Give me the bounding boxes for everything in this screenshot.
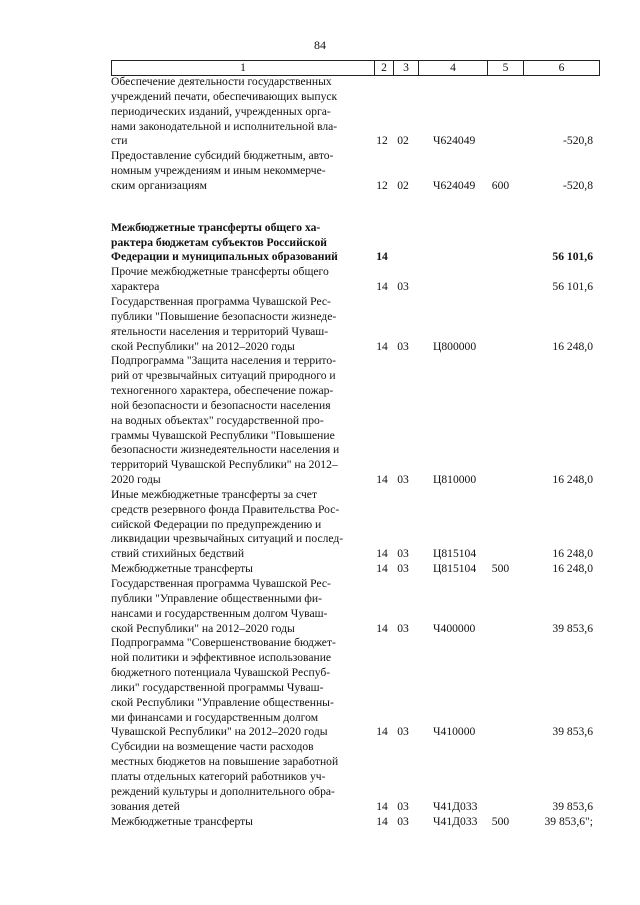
description-line: Обеспечение деятельности государственных bbox=[111, 75, 332, 88]
cell-c4: Ч400000 bbox=[433, 621, 476, 635]
description-line: безопасности жизнедеятельности населения и bbox=[111, 443, 340, 457]
cell-c6: -520,8 bbox=[563, 134, 593, 148]
description-line: Межбюджетные трансферты общего ха- bbox=[111, 220, 321, 234]
cell-c2: 14 bbox=[376, 473, 388, 487]
cell-c6: -520,8 bbox=[563, 178, 593, 192]
cell-c2: 14 bbox=[376, 547, 388, 561]
description-line: ми финансами и государственным долгом bbox=[111, 710, 319, 724]
description-line: ной политики и эффективное использование bbox=[111, 651, 332, 665]
description-line: ским организациям bbox=[111, 178, 207, 192]
table-row bbox=[111, 740, 593, 814]
cell-c6: 39 853,6 bbox=[552, 799, 593, 813]
table-row bbox=[111, 149, 593, 194]
row-description bbox=[111, 221, 373, 266]
description-line: 2020 годы bbox=[111, 473, 161, 487]
column-header-row bbox=[111, 60, 600, 76]
column-header-3: 3 bbox=[394, 61, 419, 76]
description-line: ной безопасности и безопасности населения bbox=[111, 398, 331, 412]
cell-c3: 03 bbox=[397, 621, 409, 635]
table-row bbox=[111, 265, 593, 295]
cell-c2: 14 bbox=[376, 339, 388, 353]
cell-c4: Ц815104 bbox=[433, 547, 477, 561]
description-line: Подпрограмма "Совершенствование бюджет- bbox=[111, 636, 336, 650]
cell-c4: Ч41Д033 bbox=[433, 814, 478, 828]
description-line: ствий стихийных бедствий bbox=[111, 547, 245, 561]
table-row bbox=[111, 488, 593, 562]
row-description bbox=[111, 636, 373, 740]
description-line: сийской Федерации по предупреждению и bbox=[111, 517, 322, 531]
table-row bbox=[111, 577, 593, 636]
description-line: Подпрограмма "Защита населения и террито- bbox=[111, 354, 336, 368]
section-spacer bbox=[111, 194, 593, 221]
cell-c6: 56 101,6 bbox=[552, 280, 593, 294]
budget-table-body bbox=[111, 75, 593, 829]
row-description bbox=[111, 488, 373, 562]
cell-c6: 16 248,0 bbox=[552, 562, 593, 576]
cell-c5: 500 bbox=[491, 562, 510, 576]
cell-c3: 03 bbox=[397, 280, 409, 294]
row-description bbox=[111, 354, 373, 488]
description-line: публики "Управление общественными фи- bbox=[111, 591, 322, 605]
cell-c6: 56 101,6 bbox=[552, 250, 593, 264]
description-line: Государственная программа Чувашской Рес- bbox=[111, 577, 331, 590]
row-description bbox=[111, 295, 373, 354]
description-line: платы отдельных категорий работников уч- bbox=[111, 769, 326, 783]
cell-c3: 03 bbox=[397, 339, 409, 353]
cell-c6: 39 853,6 bbox=[552, 621, 593, 635]
cell-c2: 14 bbox=[376, 280, 388, 294]
description-line: Прочие межбюджетные трансферты общего bbox=[111, 265, 329, 279]
table-row bbox=[111, 636, 593, 740]
description-line: лики" государственной программы Чуваш- bbox=[111, 680, 324, 694]
description-line: Иные межбюджетные трансферты за счет bbox=[111, 487, 318, 501]
row-description bbox=[111, 149, 373, 194]
cell-c2: 14 bbox=[376, 621, 388, 635]
cell-c2: 14 bbox=[376, 562, 388, 576]
description-line: рий от чрезвычайных ситуаций природного и bbox=[111, 369, 336, 383]
row-description bbox=[111, 562, 373, 577]
cell-c2: 14 bbox=[376, 250, 388, 264]
description-line: реждений культуры и дополнительного обра- bbox=[111, 784, 335, 798]
description-line: рактера бюджетам субъектов Российской bbox=[111, 235, 327, 249]
cell-c4: Ч624049 bbox=[433, 134, 476, 148]
description-line: средств резервного фонда Правительства Рос- bbox=[111, 502, 340, 516]
column-header-6: 6 bbox=[524, 61, 600, 76]
cell-c2: 14 bbox=[376, 725, 388, 739]
cell-c6: 39 853,6"; bbox=[544, 814, 593, 828]
description-line: Чувашской Республики" на 2012–2020 годы bbox=[111, 725, 328, 739]
cell-c2: 12 bbox=[376, 178, 388, 192]
description-line: на водных объектах" государственной про- bbox=[111, 413, 324, 427]
column-header-1: 1 bbox=[112, 61, 375, 76]
cell-c6: 16 248,0 bbox=[552, 339, 593, 353]
description-line: нансами и государственным долгом Чуваш- bbox=[111, 606, 328, 620]
description-line: Межбюджетные трансферты bbox=[111, 814, 253, 828]
page-number: 84 bbox=[314, 38, 326, 52]
cell-c4: Ц815104 bbox=[433, 562, 477, 576]
cell-c2: 14 bbox=[376, 814, 388, 828]
description-line: бюджетного потенциала Чувашской Респуб- bbox=[111, 666, 331, 680]
description-line: Межбюджетные трансферты bbox=[111, 562, 253, 576]
description-line: техногенного характера, обеспечение пожар- bbox=[111, 384, 334, 398]
description-line: сти bbox=[111, 134, 128, 148]
description-line: ликвидации чрезвычайных ситуаций и послед- bbox=[111, 532, 344, 546]
description-line: характера bbox=[111, 280, 160, 294]
row-description bbox=[111, 740, 373, 814]
cell-c6: 16 248,0 bbox=[552, 473, 593, 487]
description-line: периодических изданий, учрежденных орга- bbox=[111, 104, 331, 118]
cell-c4: Ц800000 bbox=[433, 339, 477, 353]
cell-c5: 500 bbox=[491, 814, 510, 828]
cell-c3: 02 bbox=[397, 178, 409, 192]
cell-c5: 600 bbox=[491, 178, 510, 192]
cell-c3: 03 bbox=[397, 473, 409, 487]
description-line: граммы Чувашской Республики "Повышение bbox=[111, 428, 335, 442]
cell-c4: Ч410000 bbox=[433, 725, 476, 739]
cell-c3: 03 bbox=[397, 799, 409, 813]
table-row bbox=[111, 354, 593, 488]
cell-c6: 39 853,6 bbox=[552, 725, 593, 739]
column-header-4: 4 bbox=[419, 61, 488, 76]
row-description bbox=[111, 577, 373, 636]
description-line: номным учреждениям и иным некоммерче- bbox=[111, 164, 326, 178]
table-row bbox=[111, 562, 593, 577]
description-line: Федерации и муниципальных образований bbox=[111, 250, 338, 264]
cell-c6: 16 248,0 bbox=[552, 547, 593, 561]
description-line: местных бюджетов на повышение заработной bbox=[111, 755, 339, 769]
description-line: ятельности населения и территорий Чуваш- bbox=[111, 324, 329, 338]
description-line: Государственная программа Чувашской Рес- bbox=[111, 294, 331, 308]
column-header-2: 2 bbox=[375, 61, 394, 76]
cell-c2: 14 bbox=[376, 799, 388, 813]
row-description bbox=[111, 75, 373, 149]
cell-c4: Ц810000 bbox=[433, 473, 477, 487]
cell-c3: 03 bbox=[397, 547, 409, 561]
description-line: публики "Повышение безопасности жизнеде- bbox=[111, 309, 337, 323]
description-line: ской Республики" на 2012–2020 годы bbox=[111, 339, 295, 353]
description-line: зования детей bbox=[111, 799, 180, 813]
row-description bbox=[111, 265, 373, 295]
table-row bbox=[111, 295, 593, 354]
description-line: Субсидии на возмещение части расходов bbox=[111, 740, 314, 754]
description-line: Предоставление субсидий бюджетным, авто- bbox=[111, 149, 334, 163]
cell-c3: 03 bbox=[397, 562, 409, 576]
table-row bbox=[111, 815, 593, 830]
row-description bbox=[111, 815, 373, 830]
cell-c4: Ч41Д033 bbox=[433, 799, 478, 813]
description-line: учреждений печати, обеспечивающих выпуск bbox=[111, 89, 338, 103]
description-line: ской Республики "Управление общественны- bbox=[111, 695, 334, 709]
cell-c4: Ч624049 bbox=[433, 178, 476, 192]
table-row bbox=[111, 221, 593, 266]
cell-c3: 02 bbox=[397, 134, 409, 148]
description-line: ской Республики" на 2012–2020 годы bbox=[111, 621, 295, 635]
table-row bbox=[111, 75, 593, 149]
column-header-5: 5 bbox=[488, 61, 524, 76]
description-line: территорий Чувашской Республики" на 2012– bbox=[111, 458, 338, 472]
description-line: нами законодательной и исполнительной вла- bbox=[111, 119, 338, 133]
cell-c3: 03 bbox=[397, 725, 409, 739]
cell-c3: 03 bbox=[397, 814, 409, 828]
cell-c2: 12 bbox=[376, 134, 388, 148]
